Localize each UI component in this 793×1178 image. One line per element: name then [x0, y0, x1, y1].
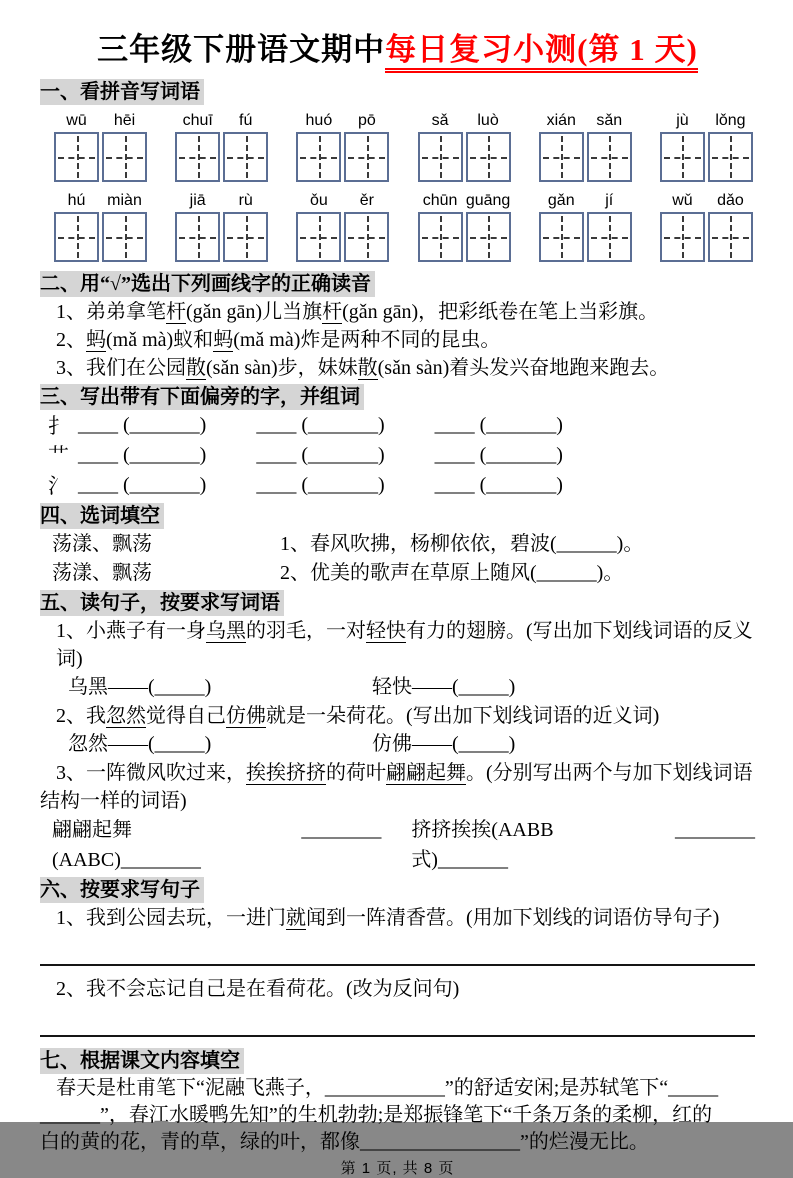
pinyin-cell [539, 109, 584, 182]
section-4-heading: 四、选词填空 [40, 503, 164, 529]
title-black-part: 三年级下册语文期中 [97, 32, 386, 67]
pinyin-label: sǎ [431, 112, 449, 129]
pinyin-cell [54, 109, 99, 182]
pinyin-cell [102, 189, 147, 262]
pinyin-label: xián [546, 112, 576, 129]
page-number: 第 1 页, 共 8 页 [340, 1160, 455, 1177]
pinyin-grid-row-2 [40, 189, 755, 262]
underlined-word: 乌黑 [206, 620, 246, 642]
pinyin-label: lǒng [715, 112, 746, 129]
pinyin-cell [418, 109, 463, 182]
answer-row [40, 815, 755, 875]
pinyin-label: jù [676, 112, 689, 129]
text-segment: 1、弟弟拿笔 [56, 301, 166, 323]
text-segment: (gǎn gān)，把彩纸卷在笔上当彩旗。 [342, 301, 659, 323]
pinyin-label: wǔ [672, 192, 693, 209]
text-segment: 3、我们在公园 [56, 357, 186, 379]
answer-row [40, 673, 755, 702]
radical-label: 扌 [48, 414, 69, 438]
pinyin-cell [587, 109, 632, 182]
question-text: 结构一样的词语) [40, 790, 187, 812]
underlined-word: 散 [186, 357, 206, 379]
section-7-heading: 七、根据课文内容填空 [40, 1048, 244, 1074]
section-6-heading: 六、按要求写句子 [40, 877, 204, 903]
pinyin-label: hēi [113, 112, 136, 129]
writing-box[interactable] [466, 212, 511, 262]
question-text: 2、我不会忘记自己是在看荷花。(改为反问句) [56, 978, 460, 1000]
underlined-word: 轻快 [366, 620, 406, 642]
underlined-word: 蚂 [213, 329, 234, 351]
pinyin-cell [223, 189, 268, 262]
question-text [40, 298, 755, 326]
writing-box[interactable] [102, 132, 147, 182]
writing-box[interactable] [296, 212, 341, 262]
radical-row [40, 441, 755, 471]
section-1 [40, 77, 755, 262]
pinyin-cell [660, 189, 705, 262]
radical-row [40, 471, 755, 501]
question-text: 2、优美的歌声在草原上随风(______)。 [280, 562, 624, 584]
text-segment: 2、 [56, 329, 86, 351]
question-text [40, 759, 755, 787]
fill-in-row [40, 559, 755, 588]
text-segment: 1、我到公园去玩，一进门 [56, 907, 286, 929]
answer-blank[interactable]: 轻快——(_____) [372, 676, 516, 698]
section-5 [40, 588, 755, 875]
pinyin-cell [296, 189, 341, 262]
answer-line[interactable] [40, 1011, 755, 1037]
text-segment: 2、我 [56, 705, 106, 727]
writing-box[interactable] [539, 212, 584, 262]
text-segment: (sǎn sàn)步，妹妹 [206, 357, 358, 379]
pinyin-cell [296, 109, 341, 182]
writing-box[interactable] [54, 212, 99, 262]
underlined-word: 杆 [322, 301, 343, 323]
question-text [40, 354, 755, 382]
pinyin-label: fú [239, 112, 253, 129]
radical-label: 艹 [48, 444, 69, 468]
pinyin-cell [708, 189, 753, 262]
radical-label: 氵 [48, 474, 69, 498]
text-segment: 。(分别写出两个与加下划线词语 [466, 762, 753, 784]
underlined-word: 蚂 [86, 329, 106, 351]
answer-blank[interactable]: 挤挤挨挨(AABB 式)_______ [411, 819, 554, 871]
text-segment: (gǎn gān)儿当旗 [186, 301, 323, 323]
answer-blanks[interactable]: ____ (_______) ____ (_______) ____ (_______) [78, 474, 563, 496]
answer-blank[interactable]: 乌黑——(_____) [68, 676, 212, 698]
writing-box[interactable] [587, 212, 632, 262]
writing-box[interactable] [344, 212, 389, 262]
writing-box[interactable] [587, 132, 632, 182]
text-segment: 有力的翅膀。(写出加下划线词语的反义词) [56, 620, 753, 670]
pinyin-label: jiā [189, 192, 206, 209]
text-segment: 3、一阵微风吹过来， [56, 762, 246, 784]
text-segment: 就是一朵荷花。(写出加下划线词语的近义词) [266, 705, 660, 727]
pinyin-cell [344, 109, 389, 182]
question-text [40, 326, 755, 354]
underlined-word: 就 [286, 907, 306, 929]
writing-box[interactable] [418, 132, 463, 182]
pinyin-cell [587, 189, 632, 262]
question-text: 1、春风吹拂，杨柳依依，碧波(______)。 [280, 533, 644, 555]
pinyin-label: pō [357, 112, 376, 129]
answer-blanks[interactable]: ____ (_______) ____ (_______) ____ (_______) [78, 444, 563, 466]
pinyin-label: dǎo [717, 192, 744, 209]
text-segment: 的羽毛，一对 [246, 620, 366, 642]
pinyin-pair [296, 109, 389, 182]
text-segment: 的荷叶 [326, 762, 386, 784]
question-text [40, 617, 755, 673]
pinyin-pair [539, 189, 632, 262]
section-1-heading: 一、看拼音写词语 [40, 79, 204, 105]
text-segment: (mǎ mà)炸是两种不同的昆虫。 [233, 329, 501, 351]
writing-box[interactable] [660, 132, 705, 182]
pinyin-pair [54, 109, 147, 182]
question-text [40, 904, 755, 932]
pinyin-label: sǎn [596, 112, 623, 129]
writing-box[interactable] [223, 212, 268, 262]
pinyin-label: gǎn [547, 192, 575, 209]
writing-box[interactable] [660, 212, 705, 262]
word-options: 荡漾、飘荡 [52, 562, 152, 584]
writing-box[interactable] [223, 132, 268, 182]
answer-blank[interactable]: 翩翩起舞(AABC)________ [52, 819, 201, 871]
pinyin-label: hú [67, 192, 86, 209]
pinyin-cell [175, 109, 220, 182]
pinyin-pair [660, 189, 753, 262]
section-6 [40, 875, 755, 1037]
writing-box[interactable] [708, 212, 753, 262]
section-5-heading: 五、读句子，按要求写词语 [40, 590, 284, 616]
answer-blank[interactable]: 仿佛——(_____) [372, 733, 516, 755]
pinyin-cell [54, 189, 99, 262]
pinyin-cell [466, 109, 511, 182]
section-3-heading: 三、写出带有下面偏旁的字，并组词 [40, 384, 364, 410]
writing-box[interactable] [708, 132, 753, 182]
pinyin-pair [175, 109, 268, 182]
underlined-word: 仿佛 [226, 705, 266, 727]
underlined-word: 挨挨挤挤 [246, 762, 326, 784]
pinyin-label: ěr [359, 192, 374, 209]
pinyin-pair [54, 189, 147, 262]
answer-blank[interactable]: 忽然——(_____) [68, 733, 212, 755]
section-7 [40, 1046, 755, 1156]
text-segment: 1、小燕子有一身 [56, 620, 206, 642]
writing-box[interactable] [466, 132, 511, 182]
pinyin-cell [102, 109, 147, 182]
answer-blank[interactable]: ________ [675, 819, 755, 841]
writing-box[interactable] [344, 132, 389, 182]
text-segment: (mǎ mà)蚁和 [106, 329, 214, 351]
text-segment: (sǎn sàn)着头发兴奋地跑来跑去。 [377, 357, 670, 379]
pinyin-pair [296, 189, 389, 262]
radical-row [40, 411, 755, 441]
pinyin-cell [708, 109, 753, 182]
fill-in-row [40, 530, 755, 559]
pinyin-label: ǒu [309, 192, 328, 209]
passage-line: 春天是杜甫笔下“泥融飞燕子，____________”的舒适安闲;是苏轼笔下“_____ [56, 1077, 719, 1099]
underlined-word: 忽然 [106, 705, 146, 727]
pinyin-label: luò [477, 112, 499, 129]
underlined-word: 杆 [166, 301, 186, 323]
pinyin-label: guāng [465, 192, 511, 209]
section-2-heading: 二、用“√”选出下列画线字的正确读音 [40, 271, 375, 297]
pinyin-label: huó [305, 112, 333, 129]
pinyin-pair [539, 109, 632, 182]
passage-line: ______”，春江水暖鸭先知”的生机勃勃;是郑振锋笔下“千条万条的柔柳，红的 [40, 1104, 713, 1126]
pinyin-pair [660, 109, 753, 182]
pinyin-grid-row-1 [40, 109, 755, 182]
pinyin-cell [344, 189, 389, 262]
pinyin-pair [175, 189, 268, 262]
pinyin-label: chuī [182, 112, 213, 129]
section-2 [40, 269, 755, 382]
writing-box[interactable] [296, 132, 341, 182]
word-options: 荡漾、飘荡 [52, 533, 152, 555]
text-segment: 闻到一阵清香营。(用加下划线的词语仿导句子) [306, 907, 720, 929]
passage-line: 白的黄的花，青的草，绿的叶，都像________________”的烂漫无比。 [40, 1131, 649, 1153]
section-4 [40, 501, 755, 588]
writing-box[interactable] [175, 132, 220, 182]
pinyin-label: jí [605, 192, 614, 209]
text-segment: 觉得自己 [146, 705, 226, 727]
pinyin-label: miàn [107, 192, 142, 209]
pinyin-cell [175, 189, 220, 262]
answer-blank[interactable]: ________ [301, 819, 382, 841]
underlined-word: 散 [357, 357, 378, 379]
title-red-part: 每日复习小测(第 1 天) [385, 32, 698, 73]
question-text [40, 702, 755, 730]
pinyin-label: rù [238, 192, 253, 209]
answer-row [40, 730, 755, 759]
pinyin-cell [223, 109, 268, 182]
writing-box[interactable] [175, 212, 220, 262]
pinyin-pair [418, 189, 511, 262]
underlined-word: 翩翩起舞 [386, 762, 466, 784]
pinyin-cell [660, 109, 705, 182]
writing-box[interactable] [54, 132, 99, 182]
pinyin-cell [418, 189, 463, 262]
answer-blanks[interactable]: ____ (_______) ____ (_______) ____ (_______) [78, 414, 563, 436]
pinyin-label: chūn [422, 192, 458, 209]
writing-box[interactable] [102, 212, 147, 262]
writing-box[interactable] [539, 132, 584, 182]
page-title [40, 24, 755, 69]
pinyin-cell [539, 189, 584, 262]
pinyin-pair [418, 109, 511, 182]
writing-box[interactable] [418, 212, 463, 262]
answer-line[interactable] [40, 940, 755, 966]
pinyin-label: wū [66, 112, 87, 129]
section-3 [40, 382, 755, 501]
pinyin-cell [466, 189, 511, 262]
